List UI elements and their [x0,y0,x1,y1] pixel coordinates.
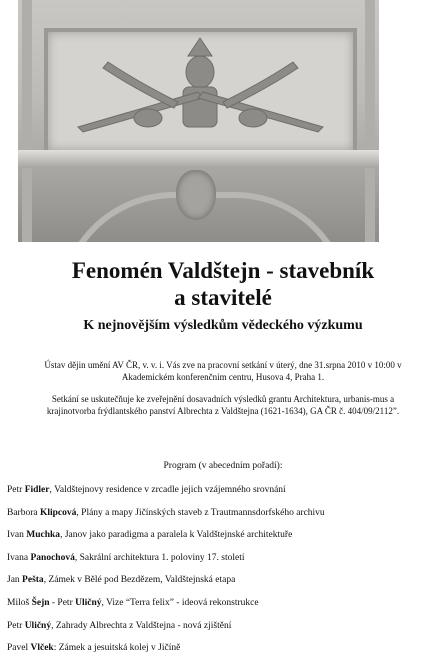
speaker-first-name: Ivan [7,530,27,541]
talk-title: : Zámek a jesuitská kolej v Jičíně [53,643,181,654]
page-title-line1: Fenomén Valdštejn - stavebník [71,258,375,283]
speaker-first-name: Petr [7,485,25,495]
program-item [7,574,437,586]
program-heading: Program (v abecedním pořadí): [163,461,283,471]
speaker-first-name: Ivana [7,552,31,563]
speaker-surname: Uličný [75,597,102,608]
speaker-surname: Panochová [30,552,75,563]
talk-title: , Zahrady Albrechta z Valdštejna - nová zjištění [51,620,232,631]
program-item [7,642,437,654]
speaker-first-name: Barbora [7,507,40,518]
program-item [7,507,437,519]
program-item [7,620,437,632]
speaker-separator: - Petr [49,597,76,608]
talk-title: , Sakrální architektura 1. poloviny 17. století [74,552,245,563]
talk-title: , Plány a mapy Jičínských staveb z Trautmannsdorfského archivu [76,507,325,518]
program-item [7,552,437,564]
speaker-first-name: Jan [7,575,23,586]
page-subtitle: K nejnovějším výsledkům vědeckého výzkumu [83,318,363,333]
mascaron-icon [176,170,216,220]
talk-title: , Valdštejnovy residence v zrcadle jejich vzájemného srovnání [49,485,286,495]
page-title-line2: a stavitelé [174,285,272,310]
program-item [7,529,437,541]
speaker-surname: Šejn [31,597,50,608]
speaker-surname: Uličný [24,620,52,631]
program-item [7,597,437,609]
header-photo [18,0,379,242]
speaker-first-name: Pavel [7,643,31,654]
intro-paragraph-invitation: Ústav dějin umění AV ČR, v. v. i. Vás zve na pracovní setkání v úterý, dne 31.srpna 2010 v 10:00 v Akademickém konferenčním centru, Husova 4, Praha 1. [44,360,402,382]
trophy-relief-icon [48,32,353,150]
speaker-surname: Muchka [26,530,61,541]
pilaster-right [365,0,375,242]
cornice [18,150,379,168]
talk-title: , Vize “Terra felix” - ideová rekonstrukce [101,597,259,608]
speaker-first-name: Petr [7,620,25,631]
program-item [7,484,437,496]
relief-panel [44,28,357,154]
program-list [7,484,437,665]
speaker-surname: Klipcová [39,507,77,518]
talk-title: , Janov jako paradigma a paralela k Valdštejnské architektuře [60,530,293,541]
pilaster-left [22,0,32,242]
intro-paragraph-grant: Setkání se uskutečňuje ke zveřejnění dosavadních výsledků grantu Architektura, urbanis-mus a krajinotvorba frýdlantského panství Albrechta z Valdštejna (1621-1634), GA ČR č. 404/09/2112”. [46,394,400,416]
speaker-surname: Vlček [30,643,54,654]
speaker-first-name: Miloš [7,597,32,608]
speaker-surname: Pešta [22,575,44,586]
talk-title: , Zámek v Bělé pod Bezdězem, Valdštejnská etapa [43,575,236,586]
speaker-surname: Fidler [24,485,50,495]
